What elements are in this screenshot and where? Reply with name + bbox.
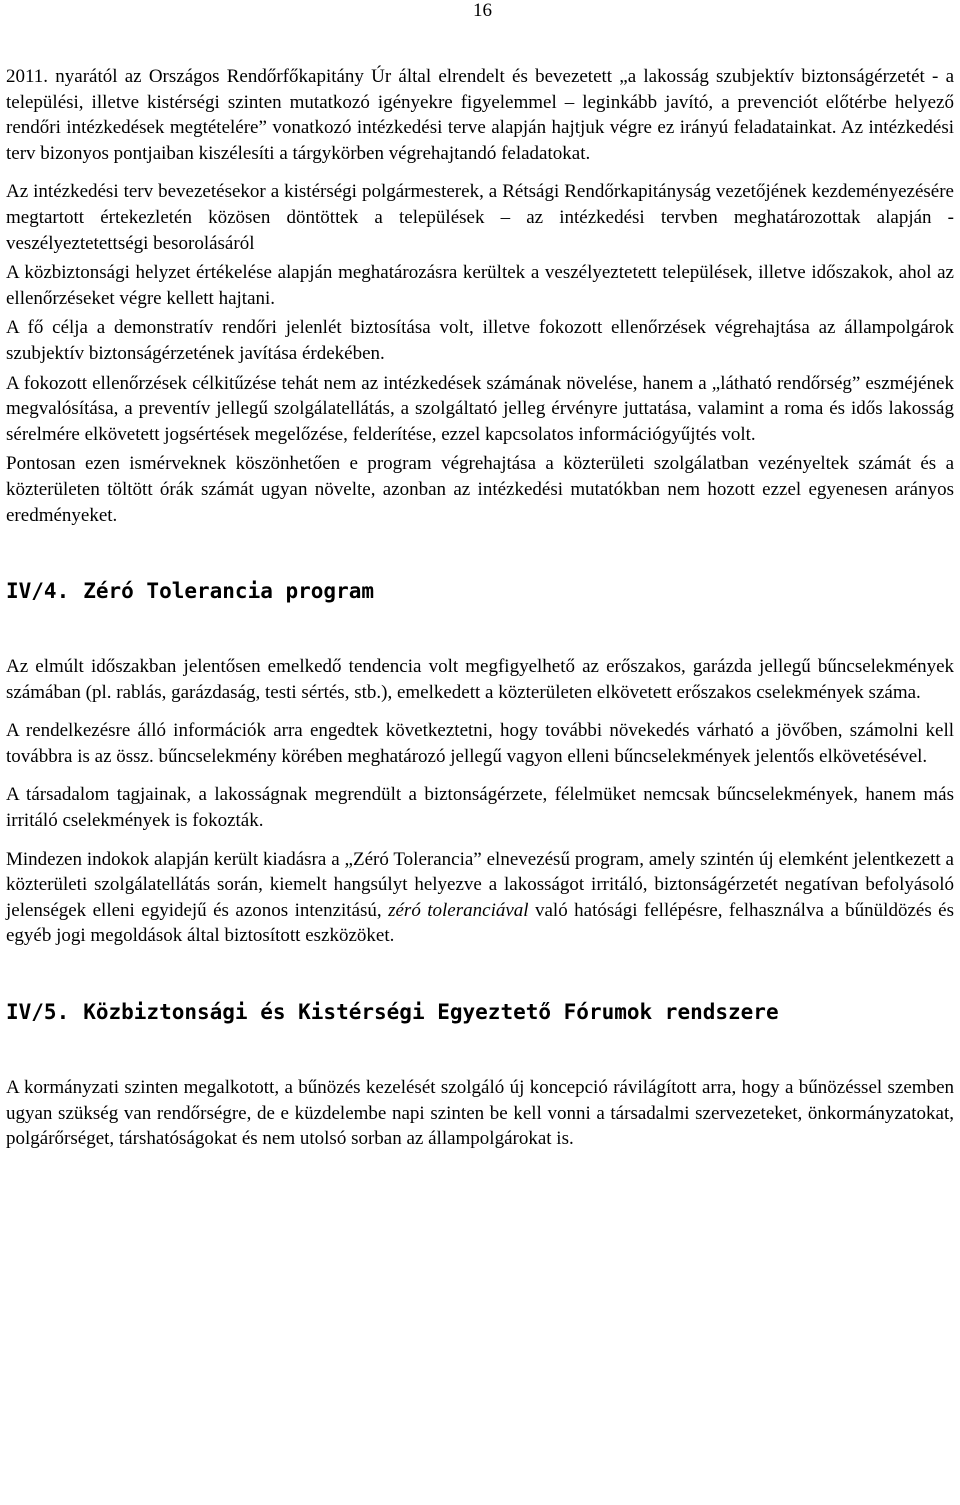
paragraph-program-results: Pontosan ezen ismérveknek köszönhetően e program végrehajtása a közterületi szolgálatban vezényeltek számát és a közterületen töltött órák számát ugyan növelte, azonban az intézkedési mutatókban nem hozott ezzel egyenesen arányos eredményeket.: [6, 453, 954, 526]
document-body: [6, 64, 954, 1165]
text-run: való hatósági fellépésre, felhasználva a bűnüldözés és egyéb jogi megoldások által biztosított eszközöket.: [6, 899, 954, 947]
paragraph-action-plan: 2011. nyarától az Országos Rendőrfőkapitány Úr által elrendelt és bevezetett „a lakosság szubjektív biztonságérzetét - a települési, illetve kistérségi szinten mutatkozó igényekre figyelemmel – leginkább javító, a prevenciót előtérbe helyező rendőri intézkedések megtételére” vonatkozó intézkedési terve alapján hajtjuk végre ez irányú feladatainkat. Az intézkedési terv bizonyos pontjaiban kiszélesíti a tárgykörben végrehajtandó feladatokat.: [6, 66, 954, 164]
paragraph-government-concept: A kormányzati szinten megalkotott, a bűnözés kezelését szolgáló új koncepció rávilágított arra, hogy a bűnözéssel szemben ugyan szükség van rendőrségre, de e küzdelembe napi szinten be kell vonni a társadalmi szervezeteket, önkormányzatokat, polgárőrséget, társhatóságokat és nem utolsó sorban az állampolgárokat is.: [6, 1077, 954, 1150]
paragraph-enhanced-checks: A fokozott ellenőrzések célkitűzése tehát nem az intézkedések számának növelése, hanem a „látható rendőrség” eszméjének megvalósítása, a preventív jellegű szolgálatellátás, a szolgáltató jelleg érvényre juttatása, valamint a roma és idős lakosság sérelmére elkövetett jogsértések megelőzése, felderítése, ezzel kapcsolatos információgyűjtés volt.: [6, 372, 954, 445]
paragraph-rising-trend: Az elmúlt időszakban jelentősen emelkedő tendencia volt megfigyelhető az erőszakos, garázda jellegű bűncselekmények számában (pl. rablás, garázdaság, testi sértés, stb.), emelkedett a közterületen elkövetett erőszakos cselekmények száma.: [6, 656, 954, 703]
section-heading-iv5: [6, 999, 954, 1025]
paragraph-shaken-security: A társadalom tagjainak, a lakosságnak megrendült a biztonságérzete, félelmüket nemcsak bűncselekmények, hanem más irritáló cselekmények is fokozták.: [6, 784, 954, 832]
paragraph-zero-tolerance: [6, 847, 954, 949]
text-run: Mindezen indokok alapján került kiadásra a „Zéró Tolerancia” elnevezésű program, amely szintén új elemként jelentkezett a közterületi szolgálatellátás során, kiemelt hangsúlyt helyezve a lakosságot irritáló, biztonságérzetét negatívan befolyásoló jelenségek elleni egyidejű és azonos intenzitású,: [6, 848, 954, 921]
section-title: Zéró Tolerancia program: [83, 579, 375, 604]
paragraph-main-goal: A fő célja a demonstratív rendőri jelenlét biztosítása volt, illetve fokozott ellenőrzések végrehajtása az állampolgárok szubjektív biztonságérzetének javítása érdekében.: [6, 317, 954, 364]
emphasized-text: zéró toleranciával: [388, 899, 529, 921]
section-title: Közbiztonsági és Kistérségi Egyeztető Fórumok rendszere: [83, 1000, 779, 1025]
paragraph-mayors-meeting: Az intézkedési terv bevezetésekor a kistérségi polgármesterek, a Rétsági Rendőrkapitányság vezetőjének kezdeményezésére megtartott értekezletén közösen döntöttek a települések – az intézkedési tervben meghatározottak alapján - veszélyeztetettségi besorolásáról: [6, 181, 954, 254]
section-number: IV/4.: [6, 579, 70, 604]
section-heading-iv4: [6, 578, 954, 604]
section-number: IV/5.: [6, 1000, 70, 1025]
paragraph-public-safety-evaluation: A közbiztonsági helyzet értékelése alapján meghatározásra kerültek a veszélyeztetett települések, illetve időszakok, ahol az ellenőrzéseket végre kellett hajtani.: [6, 262, 954, 309]
paragraph-expected-growth: A rendelkezésre álló információk arra engedtek következtetni, hogy további növekedés várható a jövőben, számolni kell továbbra is az össz. bűncselekmény körében meghatározó jellegű vagyon elleni bűncselekmények jelentős elkövetésével.: [6, 720, 954, 767]
page-number: 16: [473, 0, 492, 21]
